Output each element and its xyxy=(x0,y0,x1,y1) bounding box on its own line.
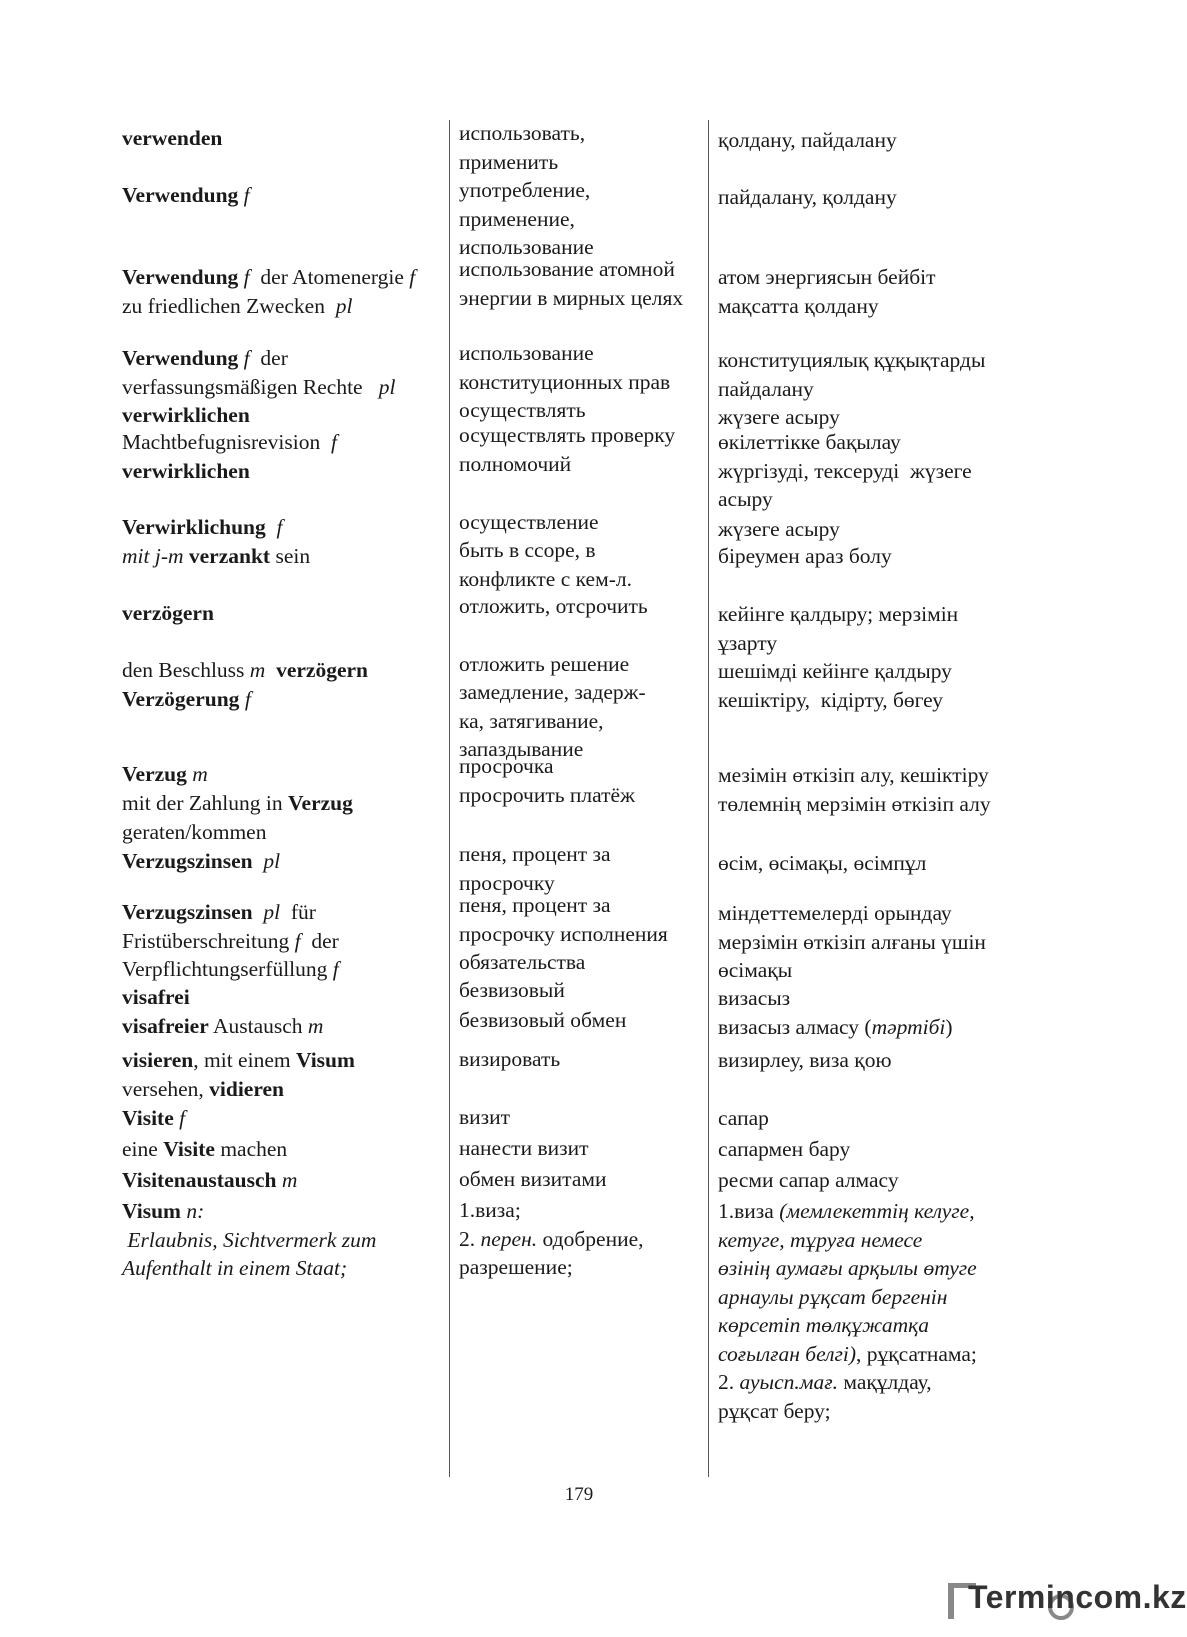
entry-german: Visum n: Erlaubnis, Sichtvermerk zum Aufenthalt in einem Staat; xyxy=(122,1199,377,1280)
entry-russian: визит xyxy=(459,1105,511,1129)
entry-kazakh: сапар xyxy=(718,1106,769,1130)
entry-kazakh: конституциялық құқықтарды пайдалану жүзеге асыру xyxy=(718,348,986,429)
entry-russian: обмен визитами xyxy=(459,1167,607,1191)
entry-german: Machtbefugnisrevision f verwirklichen xyxy=(122,430,337,483)
entry-kazakh: міндеттемелерді орындау мерзімін өткізіп алғаны үшін өсімақы xyxy=(718,901,986,982)
entry-russian: пеня, процент за просрочку xyxy=(459,842,611,895)
entry-russian: замедление, задерж- ка, затягивание, запаздывание xyxy=(459,680,646,761)
entry-russian: осуществлять проверку полномочий xyxy=(459,423,676,476)
entry-russian: использование атомной энергии в мирных целях xyxy=(459,257,684,310)
entry-kazakh: пайдалану, қолдану xyxy=(718,185,897,209)
entry-german: Visite f xyxy=(122,1106,186,1130)
entry-german: Verzugszinsen pl xyxy=(122,849,281,873)
entry-kazakh: атом энергиясын бейбіт мақсатта қолдану xyxy=(718,265,936,318)
entry-kazakh: жүзеге асыру xyxy=(718,517,840,541)
entry-russian: просрочить платёж xyxy=(459,783,635,807)
column-divider-right xyxy=(708,120,709,1477)
entry-kazakh: визирлеу, виза қою xyxy=(718,1048,892,1072)
entry-german: mit der Zahlung in Verzug geraten/kommen xyxy=(122,791,353,844)
entry-kazakh: 1.виза (мемлекеттің келуге, кетуге, тұруға немесе өзінің аумағы арқылы өтуге арнаулы рұқсат бергенін көрсетіп төлқұжатқа соғылған белгі), рұқсатнама; 2. ауысп.мағ. мақұлдау, рұқсат беру; xyxy=(718,1199,977,1423)
entry-german: Verwendung f der verfassungsmäßigen Rechte pl verwirklichen xyxy=(122,346,396,427)
entry-german: eine Visite machen xyxy=(122,1137,288,1161)
entry-kazakh: сапармен бару xyxy=(718,1137,851,1161)
entry-german: Verwendung f xyxy=(122,183,250,207)
entry-russian: употребление, применение, использование xyxy=(459,178,594,259)
watermark-text: Termincom.kz xyxy=(968,1579,1187,1615)
entry-russian: безвизовый обмен xyxy=(459,1008,627,1032)
page-number: 179 xyxy=(564,1484,594,1505)
entry-russian: 1.виза; 2. перен. одобрение, разрешение; xyxy=(459,1198,644,1279)
entry-kazakh: өкілеттікке бақылау жүргізуді, тексеруді жүзеге асыру xyxy=(718,430,972,511)
entry-kazakh: қолдану, пайдалану xyxy=(718,128,897,152)
entry-german: Verzögerung f xyxy=(122,687,251,711)
entry-kazakh: ресми сапар алмасу xyxy=(718,1168,899,1192)
entry-kazakh: біреумен араз болу xyxy=(718,544,892,568)
entry-russian: нанести визит xyxy=(459,1136,589,1160)
entry-german: Visitenaustausch m xyxy=(122,1168,298,1192)
entry-german: Verwendung f der Atomenergie f zu friedlichen Zwecken pl xyxy=(122,265,416,318)
entry-russian: осуществление xyxy=(459,510,599,534)
entry-russian: безвизовый xyxy=(459,978,565,1002)
entry-german: den Beschluss m verzögern xyxy=(122,658,368,682)
entry-german: Verwirklichung f xyxy=(122,515,283,539)
entry-russian: использовать, применить xyxy=(459,121,586,174)
entry-german: Verzugszinsen pl für Fristüberschreitung f der Verpflichtungserfüllung f xyxy=(122,900,339,981)
entry-german: verzögern xyxy=(122,601,214,625)
entry-russian: отложить решение xyxy=(459,652,630,676)
entry-russian: быть в ссоре, в конфликте с кем-л. xyxy=(459,538,632,591)
entry-german: mit j-m verzankt sein xyxy=(122,544,311,568)
entry-kazakh: өсім, өсімақы, өсімпұл xyxy=(718,851,927,875)
entry-kazakh: кейінге қалдыру; мерзімін ұзарту xyxy=(718,602,959,655)
entry-kazakh: шешімді кейінге қалдыру xyxy=(718,659,952,683)
entry-russian: отложить, отсрочить xyxy=(459,594,648,618)
entry-kazakh: визасыз алмасу (тәртібі) xyxy=(718,1015,953,1039)
entry-kazakh: төлемнің мерзімін өткізіп алу xyxy=(718,792,991,816)
entry-kazakh: мезімін өткізіп алу, кешіктіру xyxy=(718,763,989,787)
entry-russian: пеня, процент за просрочку исполнения обязательства xyxy=(459,893,668,974)
entry-german: Verzug m xyxy=(122,762,208,786)
entry-german: verwenden xyxy=(122,126,223,150)
entry-german: visafrei xyxy=(122,985,190,1009)
entry-kazakh: кешіктіру, кідірту, бөгеу xyxy=(718,688,943,712)
entry-russian: визировать xyxy=(459,1047,561,1071)
entry-german: visafreier Austausch m xyxy=(122,1014,324,1038)
entry-kazakh: визасыз xyxy=(718,986,791,1010)
entry-russian: просрочка xyxy=(459,754,554,778)
column-divider-left xyxy=(449,120,450,1477)
entry-russian: использование конституционных прав осуществлять xyxy=(459,341,671,422)
entry-german: visieren, mit einem Visum versehen, vidieren xyxy=(122,1048,355,1101)
